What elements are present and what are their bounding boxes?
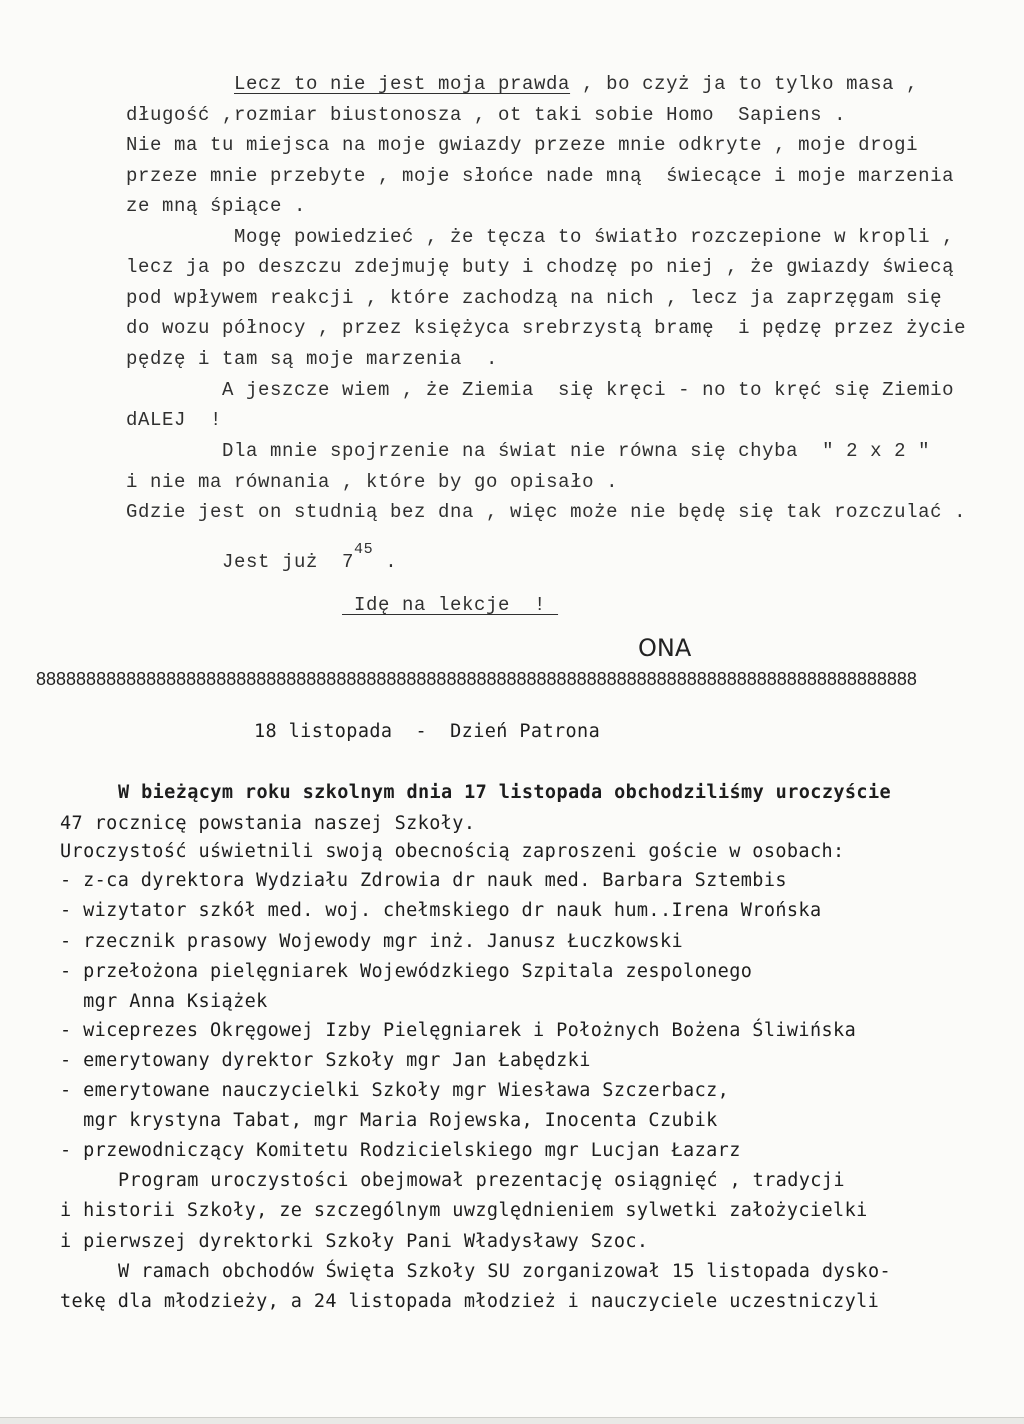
report-line: - przełożona pielęgniarek Wojewódzkiego Szpitala zespolonego (60, 961, 753, 982)
time-prefix: Jest już 7 (222, 551, 355, 573)
essay-line: Mogę powiedzieć , że tęcza to światło rozczepione w kropli , (234, 226, 955, 248)
signature: ONA (638, 634, 692, 662)
essay-line: Nie ma tu miejsca na moje gwiazdy przeze mnie odkryte , moje drogi (126, 134, 919, 156)
underlined-phrase: Lecz to nie jest moja prawda (234, 73, 571, 95)
report-line: mgr Anna Książek (60, 991, 268, 1012)
report-line: - emerytowany dyrektor Szkoły mgr Jan Łabędzki (60, 1050, 591, 1071)
report-line: i historii Szkoły, ze szczególnym uwzględnieniem sylwetki założycielki (60, 1200, 868, 1221)
report-line: Uroczystość uświetnili swoją obecnością zaproszeni goście w osobach: (60, 841, 845, 862)
report-line: - rzecznik prasowy Wojewody mgr inż. Janusz Łuczkowski (60, 931, 684, 952)
essay-line: dALEJ ! (126, 409, 223, 431)
report-line: W bieżącym roku szkolnym dnia 17 listopada obchodziliśmy uroczyście (118, 782, 892, 803)
separator-line: 8888888888888888888888888888888888888888888888888888888888888888888888888888888888888888 (36, 669, 917, 689)
essay-line: długość ,rozmiar biustonosza , ot taki sobie Homo Sapiens . (126, 104, 847, 126)
report-line: mgr krystyna Tabat, mgr Maria Rojewska, Inocenta Czubik (60, 1110, 718, 1131)
essay-line: przeze mnie przebyte , moje słońce nade mną świecące i moje marzenia (126, 165, 955, 187)
report-line: tekę dla młodzieży, a 24 listopada młodzież i nauczyciele uczestniczyli (60, 1291, 880, 1312)
time-minutes: 45 (354, 541, 374, 558)
report-line: - przewodniczący Komitetu Rodzicielskiego mgr Lucjan Łazarz (60, 1140, 741, 1161)
essay-line: do wozu północy , przez księżyca srebrzystą bramę i pędzę przez życie (126, 317, 967, 339)
essay-line: i nie ma równania , które by go opisało . (126, 471, 619, 493)
time-suffix: . (373, 551, 398, 573)
essay-line: Gdzie jest on studnią bez dna , więc może nie będę się tak rozczulać . (126, 501, 967, 523)
report-line: i pierwszej dyrektorki Szkoły Pani Władysławy Szoc. (60, 1231, 649, 1252)
report-line: - z-ca dyrektora Wydziału Zdrowia dr nauk med. Barbara Sztembis (60, 870, 787, 891)
essay-line: ze mną śpiące . (126, 195, 307, 217)
first-line-rest: , bo czyż ja to tylko masa , (570, 73, 919, 95)
report-line: 47 rocznicę powstania naszej Szkoły. (60, 813, 476, 834)
report-line: Program uroczystości obejmował prezentację osiągnięć , tradycji (118, 1170, 845, 1191)
essay-line: pędzę i tam są moje marzenia . (126, 348, 499, 370)
essay-line: pod wpływem reakcji , które zachodzą na nich , lecz ja zaprzęgam się (126, 287, 943, 309)
report-line: W ramach obchodów Święta Szkoły SU zorganizował 15 listopada dysko- (118, 1261, 892, 1282)
closing-line: Idę na lekcje ! (342, 594, 559, 616)
essay-line: lecz ja po deszczu zdejmuję buty i chodzę po niej , że gwiazdy świecą (126, 256, 955, 278)
report-line: - wizytator szkół med. woj. chełmskiego dr nauk hum..Irena Wrońska (60, 900, 822, 921)
essay-line-first (234, 75, 918, 94)
section-heading: 18 listopada - Dzień Patrona (254, 721, 601, 742)
time-line (222, 541, 398, 573)
report-line: - emerytowane nauczycielki Szkoły mgr Wiesława Szczerbacz, (60, 1080, 730, 1101)
essay-line: Dla mnie spojrzenie na świat nie równa się chyba " 2 x 2 " (222, 440, 931, 462)
essay-line: A jeszcze wiem , że Ziemia się kręci - no to kręć się Ziemio (222, 379, 955, 401)
scan-edge (0, 1417, 1024, 1424)
report-line: - wiceprezes Okręgowej Izby Pielęgniarek i Położnych Bożena Śliwińska (60, 1020, 857, 1041)
